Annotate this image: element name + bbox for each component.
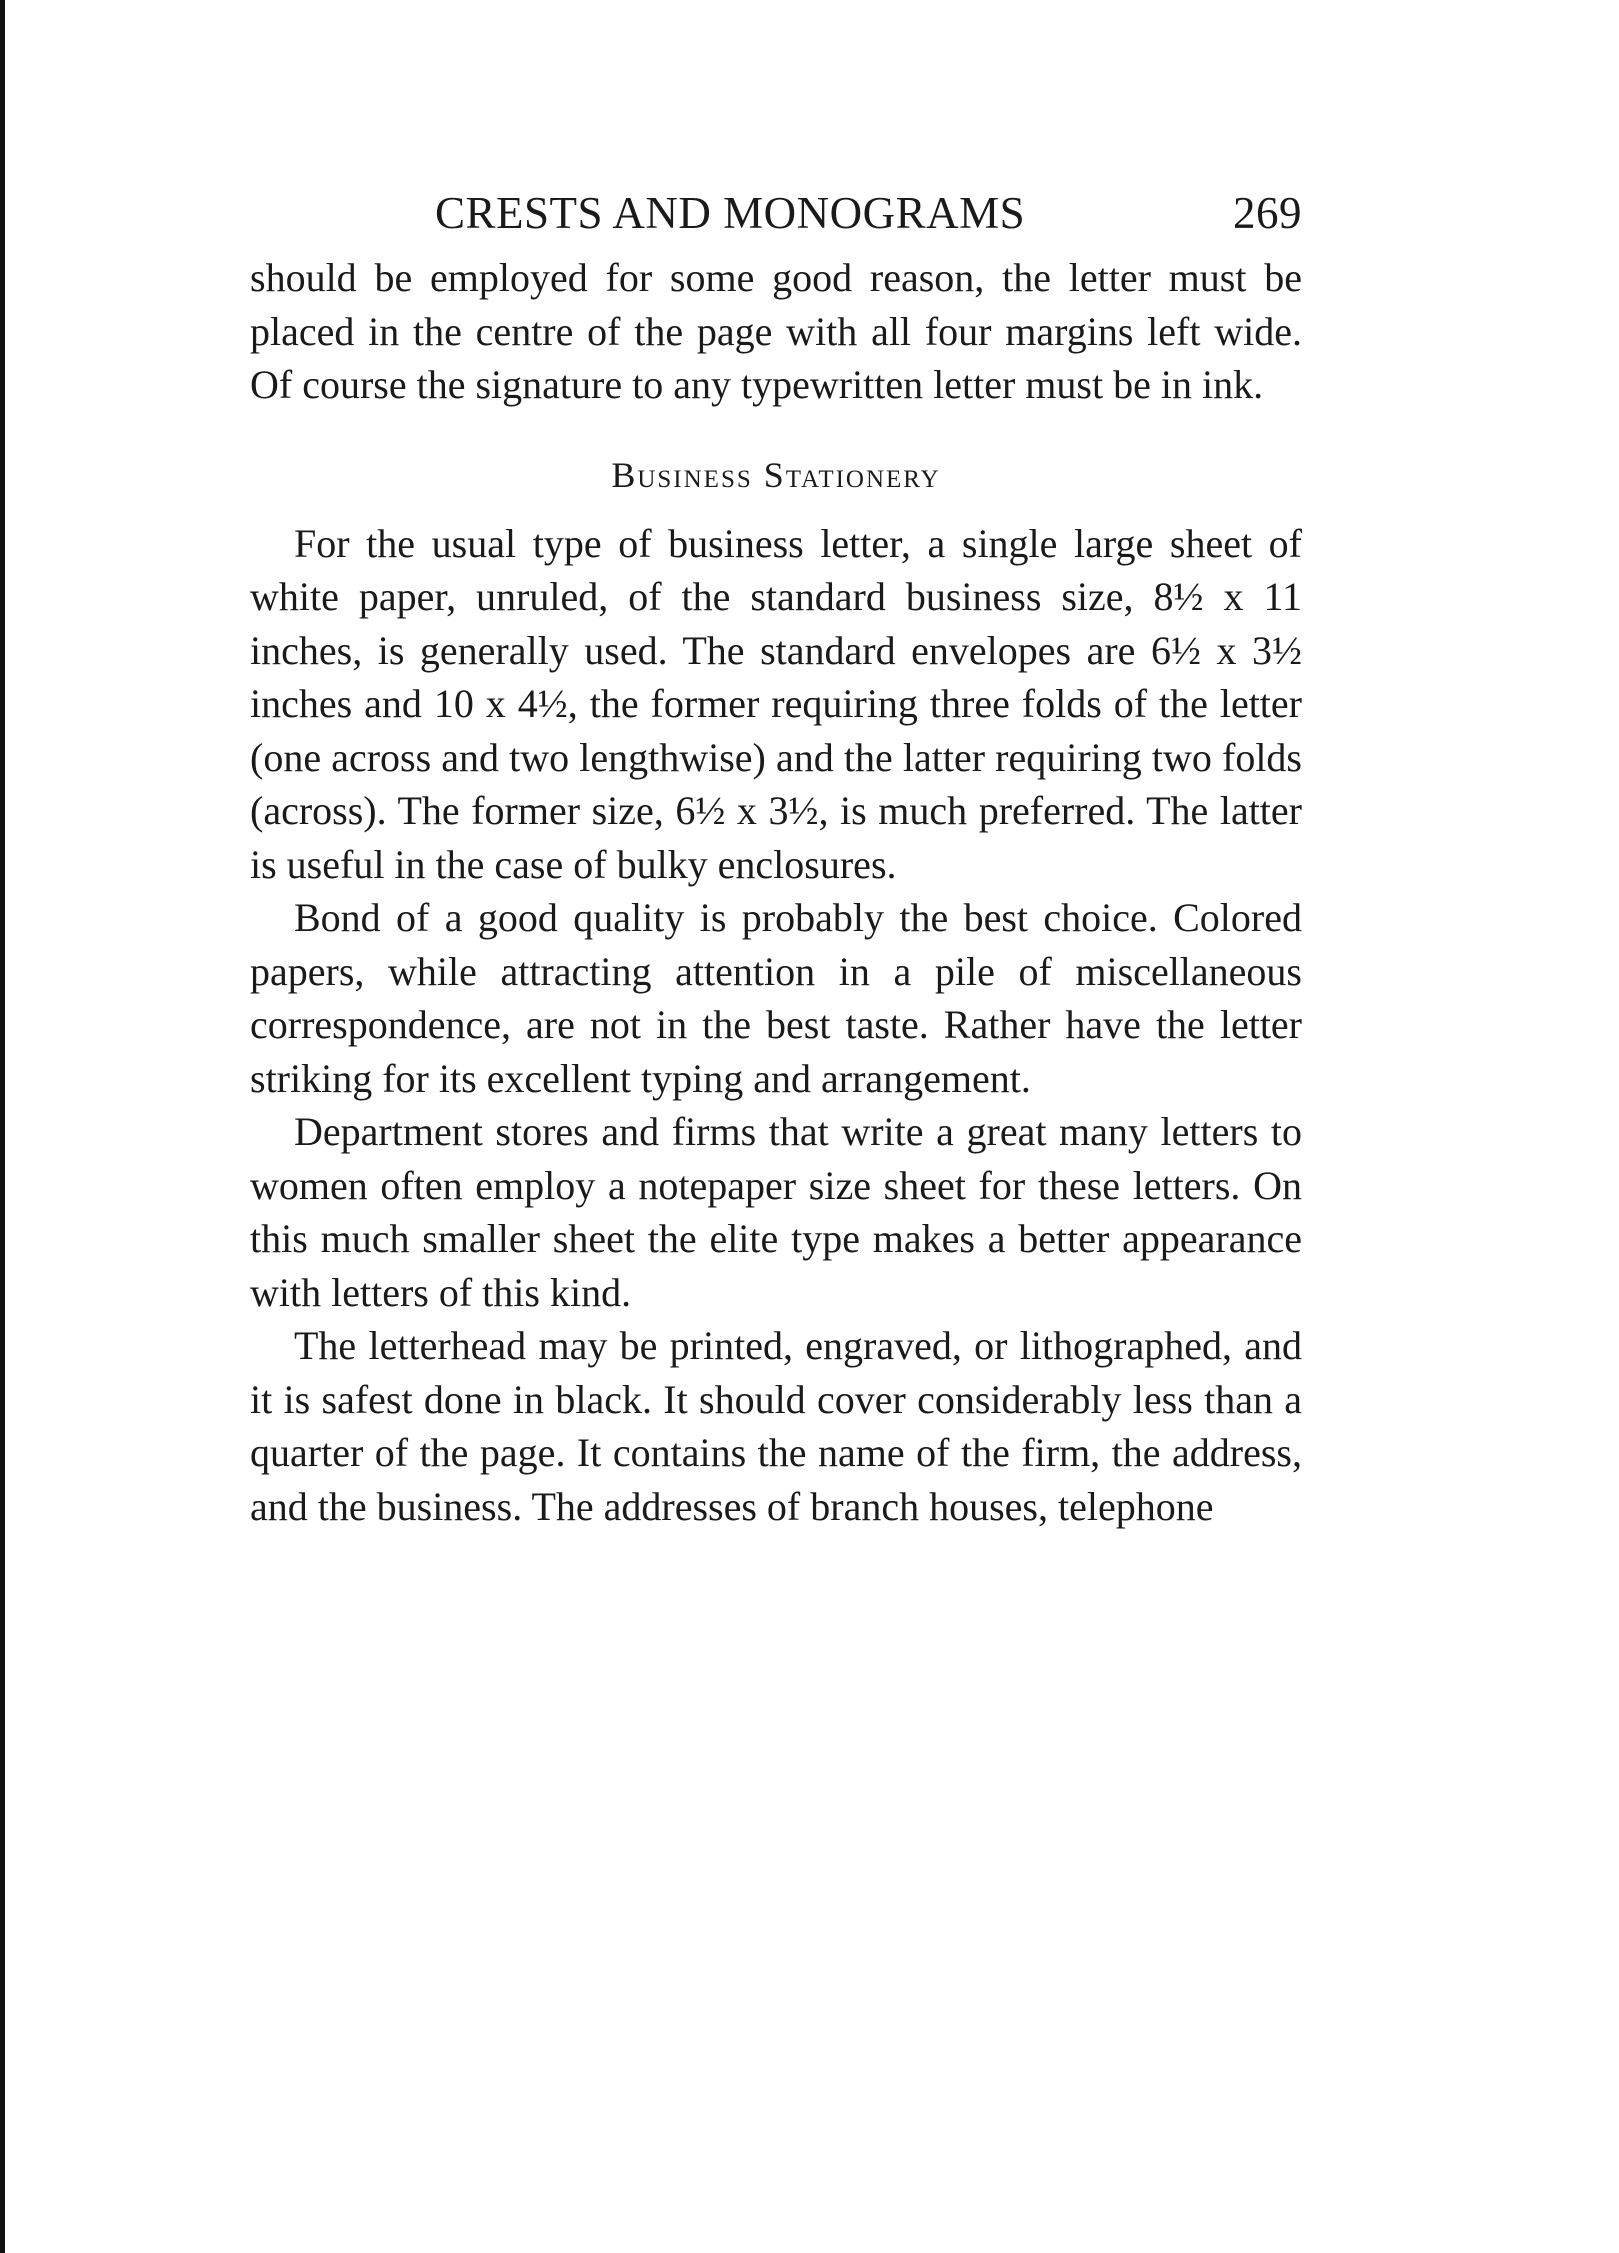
running-header	[250, 185, 1302, 241]
paragraph-notepaper-size: Department stores and firms that write a great many letters to women often employ a notepaper size sheet for these letters. On this much smaller sheet the elite type makes a better appearance with letters of this kind.	[250, 1109, 1302, 1315]
section-heading: Business Stationery	[611, 454, 941, 495]
paragraph-envelope-sizes: For the usual type of business letter, a single large sheet of white paper, unruled, of the standard business size, 8½ x 11 inches, is generally used. The standard envelopes are 6½ x 3½ inches and 10 x 4½, the former requiring three folds of the letter (one across and two lengthwise) and the latter requiring two folds (across). The former size, 6½ x 3½, is much preferred. The latter is useful in the case of bulky enclosures.	[250, 520, 1302, 887]
page-number: 269	[1233, 188, 1302, 238]
page-binding-edge	[0, 0, 5, 2253]
paragraph-paper-quality: Bond of a good quality is probably the best choice. Colored papers, while attracting attention in a pile of miscellaneous correspondence, are not in the best taste. Rather have the letter striking for its excellent typing and arrangement.	[250, 895, 1302, 1101]
paragraph-letterhead: The letterhead may be printed, engraved, or lithographed, and it is safest done in black. It should cover considerably less than a quarter of the page. It contains the name of the firm, the address, and the business. The addresses of branch houses, telephone	[250, 1323, 1302, 1529]
continued-paragraph: should be employed for some good reason, the letter must be placed in the centre of the page with all four margins left wide. Of course the signature to any typewritten letter must be in ink.	[250, 255, 1302, 407]
running-title: CRESTS AND MONOGRAMS	[435, 188, 1026, 238]
book-page	[250, 185, 1302, 1533]
